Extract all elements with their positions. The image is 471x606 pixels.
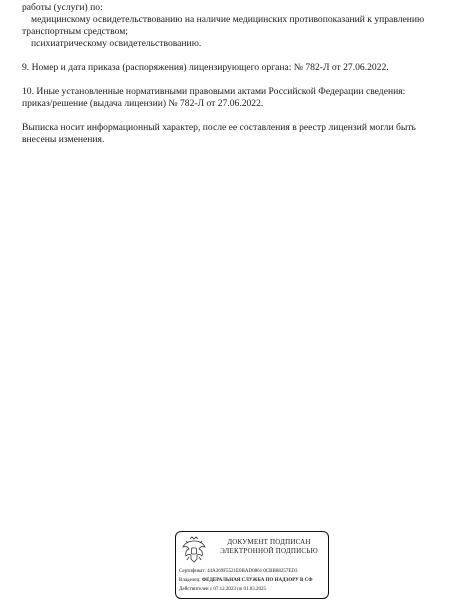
certificate-label: Сертификат: <box>179 569 206 574</box>
stamp-heading-line-1: ДОКУМЕНТ ПОДПИСАН <box>227 538 311 546</box>
russian-coat-of-arms-icon <box>180 535 208 565</box>
owner-label: Владелец: <box>179 578 201 583</box>
stamp-heading-line-2: ЭЛЕКТРОННОЙ ПОДПИСЬЮ <box>220 547 318 555</box>
note-line-1: Выписка носит информационный характер, после ее составления в реестр лицензий могли быть <box>22 122 416 133</box>
text-line: транспортным средством; <box>22 26 128 37</box>
note-line-2: внесены изменения. <box>22 134 105 145</box>
item-9: 9. Номер и дата приказа (распоряжения) лицензирующего органа: № 782-Л от 27.06.2022. <box>22 62 389 73</box>
certificate-row <box>179 569 298 575</box>
text-line: работы (услуги) по: <box>22 2 103 13</box>
text-line: медицинскому освидетельствованию на наличие медицинских противопоказаний к управлению <box>31 14 425 25</box>
validity-row: Действителен с 07.12.2023 по 01.03.2025 <box>179 587 266 592</box>
owner-row <box>179 578 313 584</box>
electronic-signature-stamp <box>175 531 329 599</box>
item-10-line-2: приказ/решение (выдача лицензии) № 782-Л от 27.06.2022. <box>22 98 264 109</box>
item-10-line-1: 10. Иные установленные нормативными правовыми актами Российской Федерации сведения: <box>22 86 406 97</box>
owner-value: ФЕДЕРАЛЬНАЯ СЛУЖБА ПО НАДЗОРУ В СФ <box>201 578 313 583</box>
text-line: психиатрическому освидетельствованию. <box>31 38 202 49</box>
certificate-value: 44A369F5521E0BAD0861 0CBB88257ED3 <box>207 569 298 574</box>
stamp-heading <box>210 538 328 556</box>
